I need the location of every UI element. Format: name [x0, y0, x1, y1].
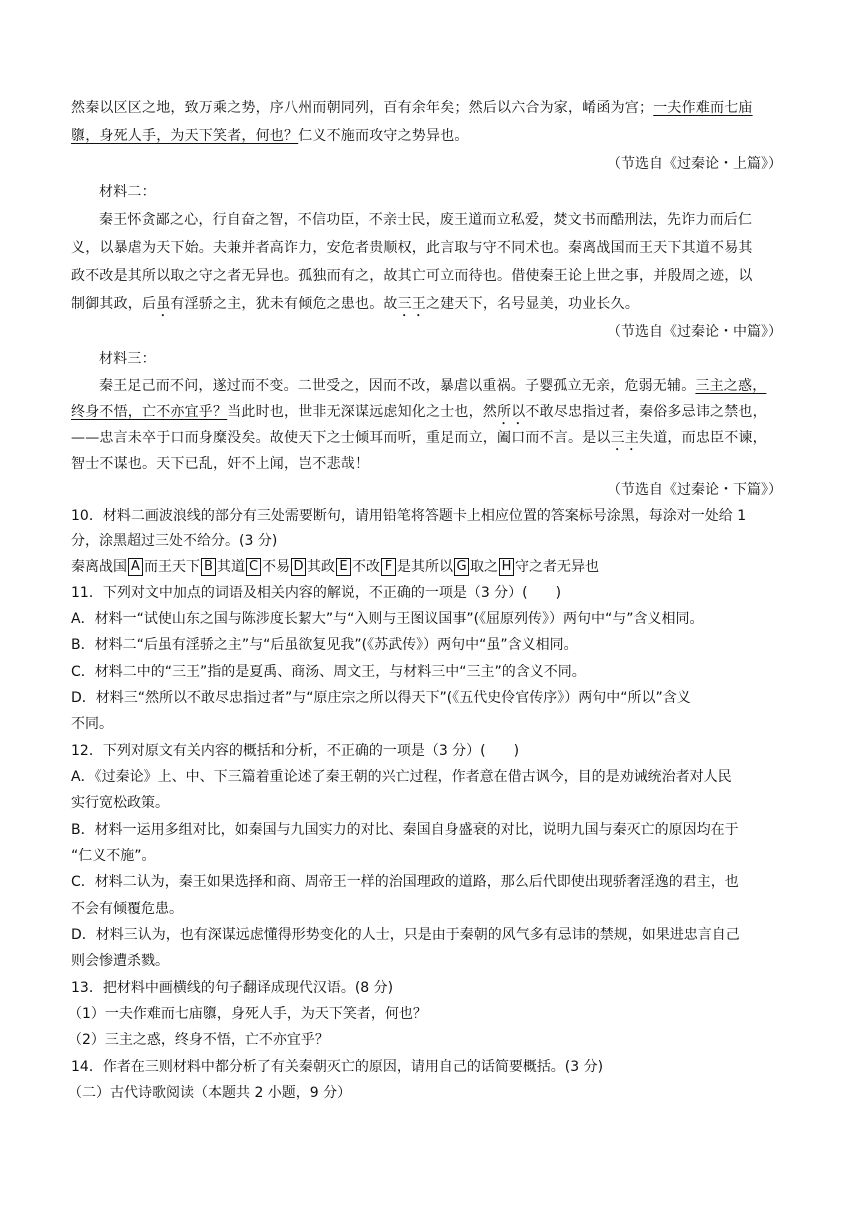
- material1-line: [71, 98, 793, 118]
- segment-text: 其道: [217, 559, 245, 575]
- question-10-stem: 分，涂黑超过三处不给分。(3 分): [71, 533, 278, 549]
- material3-line: [99, 376, 793, 396]
- question-11-option-d: D．材料三“然所以不敢尽忠指过者”与“原庄宗之所以得天下”(《五代史伶官传序》）两句中“所以”含义: [71, 690, 691, 706]
- question-14-stem: 14．作者在三则材料中都分析了有关秦朝灭亡的原因，请用自己的话简要概括。(3 分): [71, 1059, 604, 1075]
- question-13-stem: 13．把材料中画横线的句子翻译成现代汉语。(8 分): [71, 980, 394, 996]
- segment-text: 守之者无异也: [515, 559, 599, 575]
- material3-line: 智士不谋也。天下已乱，奸不上闻，岂不悲哉！: [71, 456, 370, 472]
- question-12-option-c: C．材料二认为，秦王如果选择和商、周帝王一样的治国理政的道路，那么后代即使出现骄奢淫逸的君主，也: [71, 874, 739, 890]
- question-10-options: [71, 557, 793, 577]
- material2-line: 秦王怀贪鄙之心，行自奋之智，不信功臣，不亲士民，废王道而立私爱，焚文书而酷刑法，先诈力而后仁: [99, 212, 753, 228]
- dotted-word: 虽: [156, 296, 171, 312]
- material3-line: [71, 402, 793, 428]
- question-11-stem: 11．下列对文中加点的词语及相关内容的解说，不正确的一项是（3 分）( ): [71, 585, 562, 601]
- segment-text: 不易: [262, 559, 290, 575]
- text-span: 不敢尽忠指过者，秦俗多忌讳之禁也，: [525, 404, 767, 420]
- segment-text: 秦离战国: [71, 559, 127, 575]
- material-label: 材料二：: [99, 184, 156, 200]
- text-span: 之建天下，名号显美，功业长久。: [426, 296, 640, 312]
- segment-text: 是其所以: [397, 559, 453, 575]
- text-span: ——忠言未卒于口而身糜没矣。故使天下之士倾耳而听，重足而立，阖口而不言。是以: [71, 430, 611, 446]
- section-heading: （二）古代诗歌阅读（本题共 2 小题，9 分）: [68, 1085, 352, 1101]
- segment-text: 取之: [470, 559, 498, 575]
- material1-line: [71, 126, 793, 146]
- source-note: （节选自《过秦论・中篇》）: [607, 324, 782, 340]
- source-note: （节选自《过秦论・下篇》）: [607, 482, 782, 498]
- question-11-option-a: A．材料一“试使山东之国与陈涉度长絜大”与“入则与王图议国事”(《屈原列传》）两句中“与”含义相同。: [71, 611, 704, 627]
- text-span: 仁义不施而攻守之势异也。: [298, 128, 469, 144]
- material-label: 材料三：: [99, 351, 156, 367]
- underlined-sentence: 三主之惑，: [695, 378, 767, 394]
- underlined-sentence: 隳，身死人手，为天下笑者，何也？: [71, 128, 299, 144]
- text-span: 当此时也，世非无深谋远虑知化之士也，然: [227, 404, 498, 420]
- question-13-sentence-1: （1）一夫作难而七庙隳，身死人手，为天下笑者，何也？: [68, 1006, 427, 1022]
- question-12-option-b: “仁义不施”。: [71, 848, 156, 864]
- question-13-sentence-2: （2）三主之惑，终身不悟，亡不亦宜乎？: [68, 1032, 329, 1048]
- question-11-option-b: B．材料二“后虽有淫骄之主”与“后虽欲复见我”(《苏武传》）两句中“虽”含义相同。: [71, 637, 578, 653]
- option-box-d[interactable]: D: [291, 558, 306, 576]
- option-box-g[interactable]: G: [454, 558, 469, 576]
- text-span: 秦王足己而不问，遂过而不变。二世受之，因而不改，暴虐以重祸。子婴孤立无亲，危弱无辅。: [99, 378, 696, 394]
- option-box-c[interactable]: C: [246, 558, 261, 576]
- question-12-option-a: 实行宽松政策。: [71, 795, 169, 811]
- question-11-option-c: C．材料二中的“三王”指的是夏禹、商汤、周文王，与材料三中“三主”的含义不同。: [71, 664, 586, 680]
- option-box-h[interactable]: H: [499, 558, 514, 576]
- question-12-option-d: D．材料三认为，也有深谋远虑懂得形势变化的人士，只是由于秦朝的风气多有忌讳的禁规，如果进忠言自己: [71, 927, 740, 943]
- question-12-option-a: A．《过秦论》上、中、下三篇着重论述了秦王朝的兴亡过程，作者意在借古讽今，目的是劝诫统治者对人民: [71, 769, 732, 785]
- material2-line: [71, 294, 793, 320]
- text-span: 然秦以区区之地，致万乘之势，序八州而朝同列，百有余年矣；然后以六合为家，崤函为宫；: [71, 100, 654, 116]
- question-10-stem: 10．材料二画波浪线的部分有三处需要断句，请用铅笔将答题卡上相应位置的答案标号涂黑，每涂对一处给 1: [71, 508, 747, 524]
- material3-line: [71, 428, 793, 454]
- source-note: （节选自《过秦论・上篇》）: [607, 156, 782, 172]
- underlined-sentence: 终身不悟，亡不亦宜乎？: [71, 404, 228, 420]
- question-12-option-c: 不会有倾覆危患。: [71, 901, 183, 917]
- underlined-sentence: 一夫作难而七庙: [653, 100, 753, 116]
- material2-line: 义，以暴虐为天下始。夫兼并者高诈力，安危者贵顺权，此言取与守不同术也。秦离战国而王天下其道不易其: [71, 240, 753, 256]
- question-11-option-d: 不同。: [71, 716, 113, 732]
- text-span: 制御其政，后: [71, 296, 157, 312]
- dotted-word: 所以: [497, 404, 526, 420]
- text-span: 有淫骄之主，犹未有倾危之患也。故: [170, 296, 398, 312]
- option-box-b[interactable]: B: [201, 558, 216, 576]
- material2-line: 政不改是其所以取之守之者无异也。孤独而有之，故其亡可立而待也。借使秦王论上世之事，并殷周之迹，以: [71, 268, 753, 284]
- option-box-a[interactable]: A: [128, 558, 143, 576]
- dotted-word: 三主: [610, 430, 640, 446]
- segment-text: 而王天下: [144, 559, 200, 575]
- text-span: 失道，而忠臣不谏，: [639, 430, 767, 446]
- segment-text: 不改: [352, 559, 380, 575]
- option-box-e[interactable]: E: [336, 558, 351, 576]
- question-12-option-b: B．材料一运用多组对比，如秦国与九国实力的对比、秦国自身盛衰的对比，说明九国与秦灭亡的原因均在于: [71, 822, 739, 838]
- dotted-word: 三王: [397, 296, 427, 312]
- option-box-f[interactable]: F: [381, 558, 396, 576]
- question-12-stem: 12．下列对原文有关内容的概括和分析，不正确的一项是（3 分）( ): [71, 743, 520, 759]
- segment-text: 其政: [307, 559, 335, 575]
- question-12-option-d: 则会惨遭杀戮。: [71, 953, 169, 969]
